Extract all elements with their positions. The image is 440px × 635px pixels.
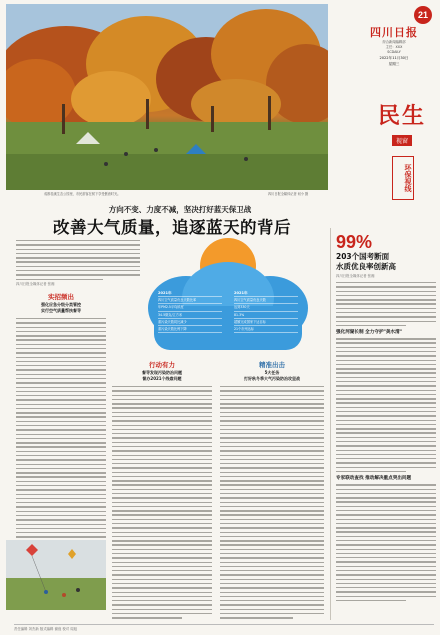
headline: 改善大气质量，追逐蓝天的背后 [53, 218, 291, 237]
infographic [146, 236, 310, 354]
page-footer: 责任编辑 刘杰新 版式编辑 谢庭 校对 周旭 [14, 624, 434, 631]
masthead-line: 主任：XXX [385, 45, 403, 49]
page-number-badge: 21 [414, 6, 432, 24]
right-headline: 203个国考断面 水质优良率创新高 [336, 252, 396, 271]
right-subhead: 强化河湖长制 全力守护"美水清" [336, 330, 403, 336]
column-divider [330, 228, 331, 620]
photo-caption: 成都桂溪生态公园里，市民游客在树下享受惬意时光。 [44, 192, 121, 196]
column-2-text [112, 386, 212, 621]
section-name: 民生 [377, 103, 426, 129]
paper-name: 四川日报 [370, 26, 418, 39]
right-article [336, 232, 436, 604]
column-3-text [220, 386, 324, 621]
section-deck: 督导发现污染防治问题 督办2021个线索问题 [142, 370, 182, 381]
hero-photo [6, 4, 328, 190]
infographic-right: 2021年 四川空气质量优良天数 达到330天 81.3% 超额完成国家下达目标 21个市州达标 [234, 290, 298, 333]
right-byline: 四川日报全媒体记者 张湘 [336, 274, 375, 278]
lead-text [16, 240, 140, 283]
kicker: 方向不变、力度不减，坚决打好蓝天保卫战 [108, 205, 252, 214]
section-title: 精准出击 [259, 361, 285, 369]
headline-percentage: 99% [336, 232, 373, 252]
right-subhead: 专家联动查找 推动解决重点突出问题 [336, 476, 412, 482]
right-text-c [336, 484, 436, 601]
section-title: 实招频出 [48, 293, 74, 301]
masthead-line: 综合新闻编辑部 [382, 40, 406, 44]
issue-weekday: 星期三 [388, 62, 400, 66]
autumn-park-illustration [6, 4, 328, 190]
section-deck: 5大任务 打好秋冬季大气污染防治攻坚战 [244, 370, 300, 381]
section-title: 行动有力 [149, 361, 175, 369]
right-text-b [336, 338, 436, 472]
kite-photo [6, 540, 106, 610]
column-label: 环保视线 [392, 156, 414, 200]
issue-date: 2022年11月30日 [379, 56, 409, 60]
right-text-a [336, 282, 436, 326]
article-byline: 四川日报全媒体记者 张湘 [16, 282, 55, 286]
infographic-left: 2021年 四川空气质量优良天数比率 年PM2.5平均浓度 34.5微克/立方米 重污染天数同比减少 重污染天数比例下降 [158, 290, 222, 333]
masthead [354, 24, 434, 67]
section-sub: 视窗 [392, 135, 412, 146]
photo-credit: 四川日报全媒体记者 何小 摄 [268, 192, 309, 196]
section-label [374, 104, 430, 147]
section-deck: 强化应急分级分类管控 实行空气质量帮扶督导 [41, 302, 81, 313]
kite-park-illustration [6, 540, 106, 610]
column-1-text [16, 318, 106, 553]
masthead-line: SCDAILY [387, 50, 401, 54]
